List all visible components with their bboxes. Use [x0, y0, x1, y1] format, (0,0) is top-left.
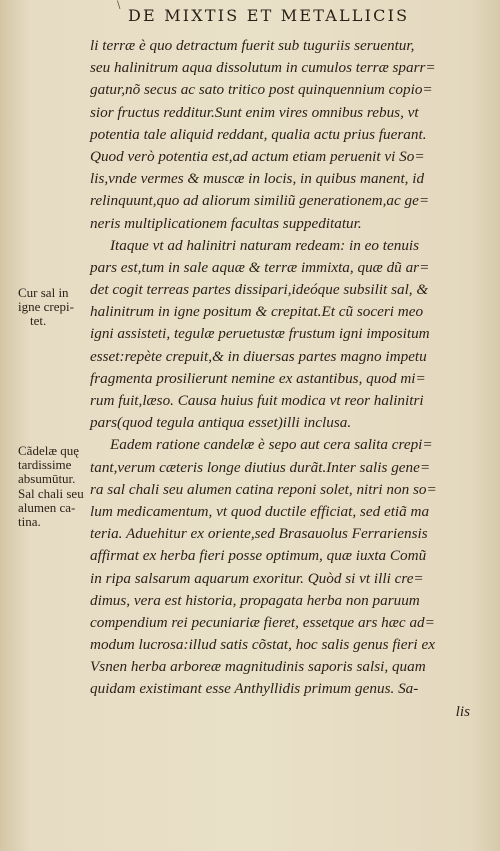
text-line: rum fuit,læso. Causa huius fuit modica vt reor halinitri	[90, 392, 424, 409]
body-text	[90, 35, 470, 723]
text-line: esset:repète crepuit,& in diuersas partes magno impetu	[90, 347, 427, 365]
running-head: DE MIXTIS ET METALLICIS	[128, 6, 410, 25]
text-line: ra sal chali seu alumen catina reponi solet, nitri non so=	[90, 480, 437, 498]
margin-note-line: Cãdelæ quę	[18, 443, 80, 458]
text-line: igni assisteti, tegulæ peruetustæ frustum igni impositum	[90, 325, 430, 343]
margin-note-line: Sal chali seu	[18, 485, 84, 501]
text-line: potentia tale aliquid reddant, qualia actu prius fuerant.	[90, 125, 427, 143]
margin-note-line: alumen ca-	[18, 499, 76, 515]
margin-note-line: absumūtur.	[18, 471, 76, 487]
paragraph-start-line: Eadem ratione candelæ è sepo aut cera salita crepi=	[110, 436, 433, 454]
margin-note-crepitat	[18, 286, 98, 329]
text-line: tant,verum cæteris longe diutius durãt.Inter salis gene=	[90, 458, 431, 476]
text-line: Quod verò potentia est,ad actum etiam peruenit vi So=	[90, 147, 425, 165]
margin-note-candelae	[18, 444, 98, 529]
text-line: relinquunt,quo ad aliorum similiũ generationem,ac ge=	[90, 192, 430, 210]
text-line: compendium rei pecuniariæ fieret, essetque ars hæc ad=	[90, 613, 435, 631]
corner-mark: \	[117, 0, 121, 11]
text-line: quidam existimant esse Anthyllidis primum genus. Sa-	[90, 680, 419, 698]
text-line: lis,vnde vermes & muscæ in locis, in quibus manent, id	[90, 170, 425, 188]
text-line: Vsnen herba arboreæ magnitudinis saporis salsi, quam	[90, 658, 426, 676]
text-line: seu halinitrum aqua dissolutum in cumulos terræ sparr=	[90, 59, 436, 77]
text-line: lum medicamentum, vt quod ductile efficiat, sed etiã ma	[90, 502, 430, 520]
text-line: li terræ è quo detractum fuerit sub tuguriis seruentur,	[90, 37, 415, 54]
text-line: modum lucrosa:illud satis cõstat, hoc salis genus fieri ex	[90, 636, 435, 654]
margin-note-line: Cur sal in	[18, 285, 69, 300]
text-line: pars(quod tegula antiqua esset)illi inclusa.	[90, 414, 352, 432]
text-line: dimus, vera est historia, propagata herba non paruum	[90, 591, 420, 609]
margin-note-line: tardissime	[18, 457, 72, 473]
margin-note-line: tina.	[18, 514, 41, 530]
paragraph-start-line: Itaque vt ad halinitri naturam redeam: in eo tenuis	[110, 236, 420, 254]
text-line: sior fructus redditur.Sunt enim vires omnibus rebus, vt	[90, 103, 419, 121]
text-line: pars est,tum in sale aquæ & terræ immixta, quæ dũ ar=	[90, 258, 430, 276]
text-line: affirmat ex herba fieri posse optimum, quæ iuxta Comũ	[90, 547, 427, 565]
text-line: fragmenta prosilierunt nemine ex astantibus, quod mi=	[90, 369, 426, 387]
text-line: gatur,nõ secus ac sato tritico post quinquennium copio=	[90, 81, 433, 99]
text-line: teria. Aduehitur ex oriente,sed Brasauolus Ferrariensis	[90, 525, 428, 543]
margin-note-line: tet.	[30, 313, 47, 329]
text-line: in ripa salsarum aquarum exoritur. Quòd si vt illi cre=	[90, 569, 424, 587]
catchword: lis	[455, 702, 470, 720]
text-line: neris multiplicationem facultas suppeditatur.	[90, 214, 362, 232]
text-line: det cogit terreas partes dissipari,ideóque subsilit sal, &	[90, 281, 429, 299]
margin-note-line: igne crepi-	[18, 299, 74, 315]
text-line: halinitrum in igne positum & crepitat.Et cũ soceri meo	[90, 303, 424, 321]
